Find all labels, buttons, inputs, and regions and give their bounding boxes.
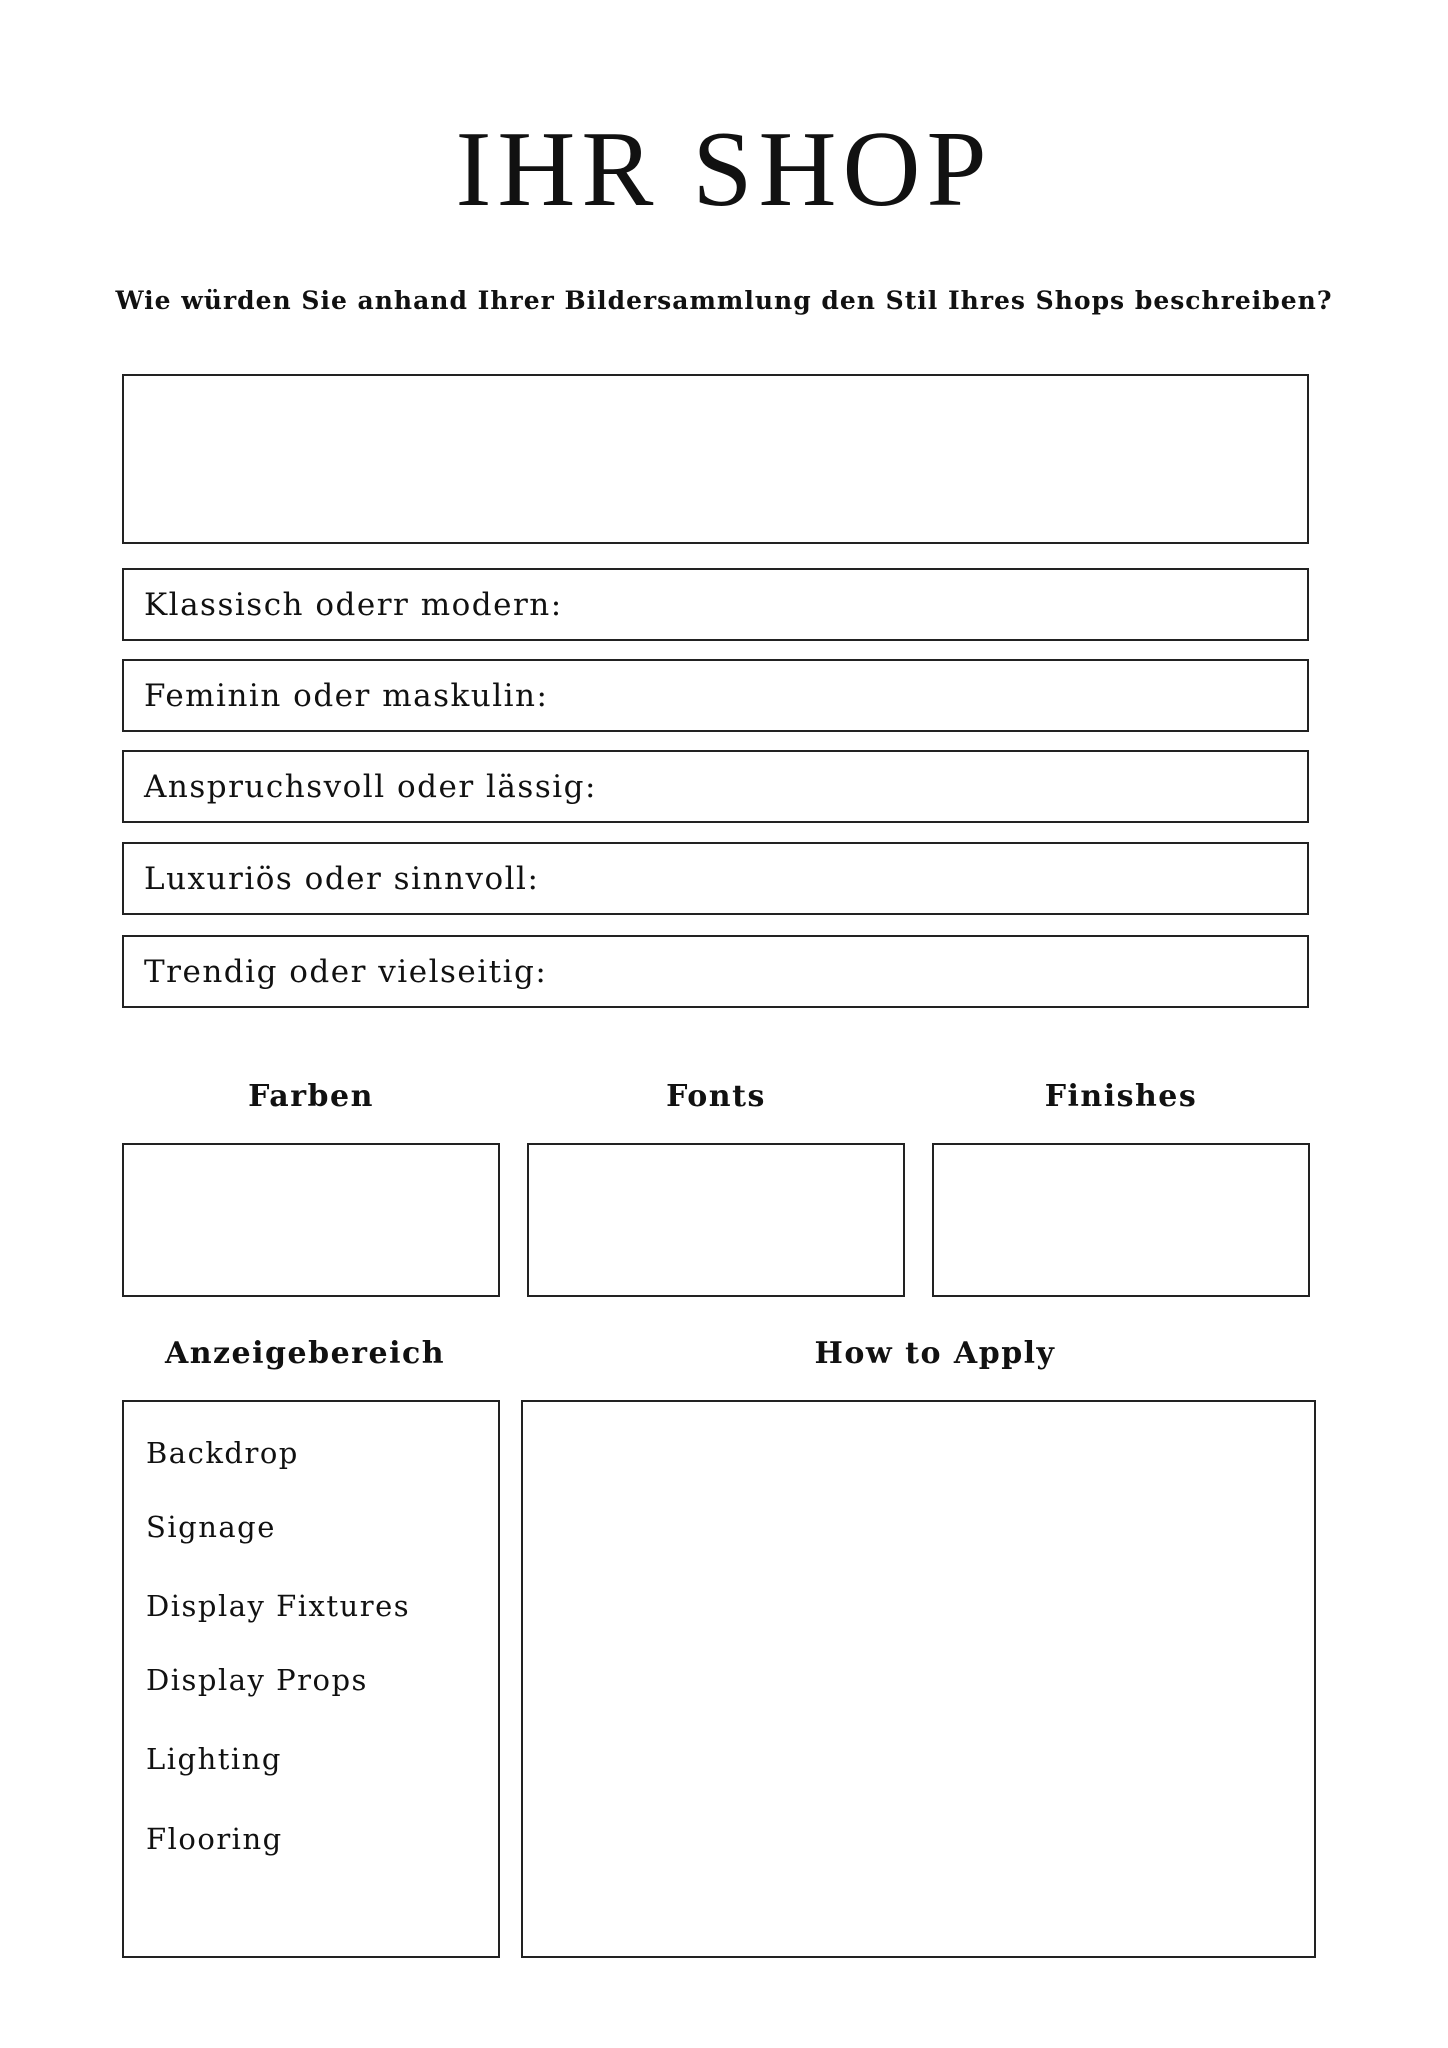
display-area-heading: Anzeigebereich (164, 1336, 446, 1371)
list-item-backdrop: Backdrop (146, 1436, 299, 1470)
fonts-heading: Fonts (666, 1079, 766, 1114)
luxurious-or-sensible-label: Luxuriös oder sinnvoll: (144, 860, 540, 897)
style-question: Wie würden Sie anhand Ihrer Bildersammlung den Stil Ihres Shops beschreiben? (115, 286, 1333, 315)
colors-heading: Farben (248, 1079, 374, 1114)
sophisticated-or-casual-field[interactable] (122, 750, 1309, 823)
classic-or-modern-label: Klassisch oderr modern: (144, 586, 563, 623)
feminine-or-masculine-field[interactable] (122, 659, 1309, 732)
style-description-field[interactable] (122, 374, 1309, 544)
list-item-flooring: Flooring (146, 1822, 283, 1856)
list-item-lighting: Lighting (146, 1742, 282, 1776)
sophisticated-or-casual-label: Anspruchsvoll oder lässig: (144, 768, 597, 805)
colors-field[interactable] (122, 1143, 500, 1297)
list-item-display-props: Display Props (146, 1663, 368, 1697)
finishes-field[interactable] (932, 1143, 1310, 1297)
display-area-list (122, 1400, 500, 1958)
trendy-or-versatile-field[interactable] (122, 935, 1309, 1008)
trendy-or-versatile-label: Trendig oder vielseitig: (144, 953, 548, 990)
how-to-apply-field[interactable] (521, 1400, 1316, 1958)
luxurious-or-sensible-field[interactable] (122, 842, 1309, 915)
classic-or-modern-field[interactable] (122, 568, 1309, 641)
feminine-or-masculine-label: Feminin oder maskulin: (144, 677, 549, 714)
fonts-field[interactable] (527, 1143, 905, 1297)
list-item-signage: Signage (146, 1510, 276, 1544)
finishes-heading: Finishes (1044, 1079, 1198, 1114)
how-to-apply-heading: How to Apply (814, 1336, 1056, 1371)
list-item-display-fixtures: Display Fixtures (146, 1589, 411, 1623)
page-title: IHR SHOP (455, 110, 993, 229)
